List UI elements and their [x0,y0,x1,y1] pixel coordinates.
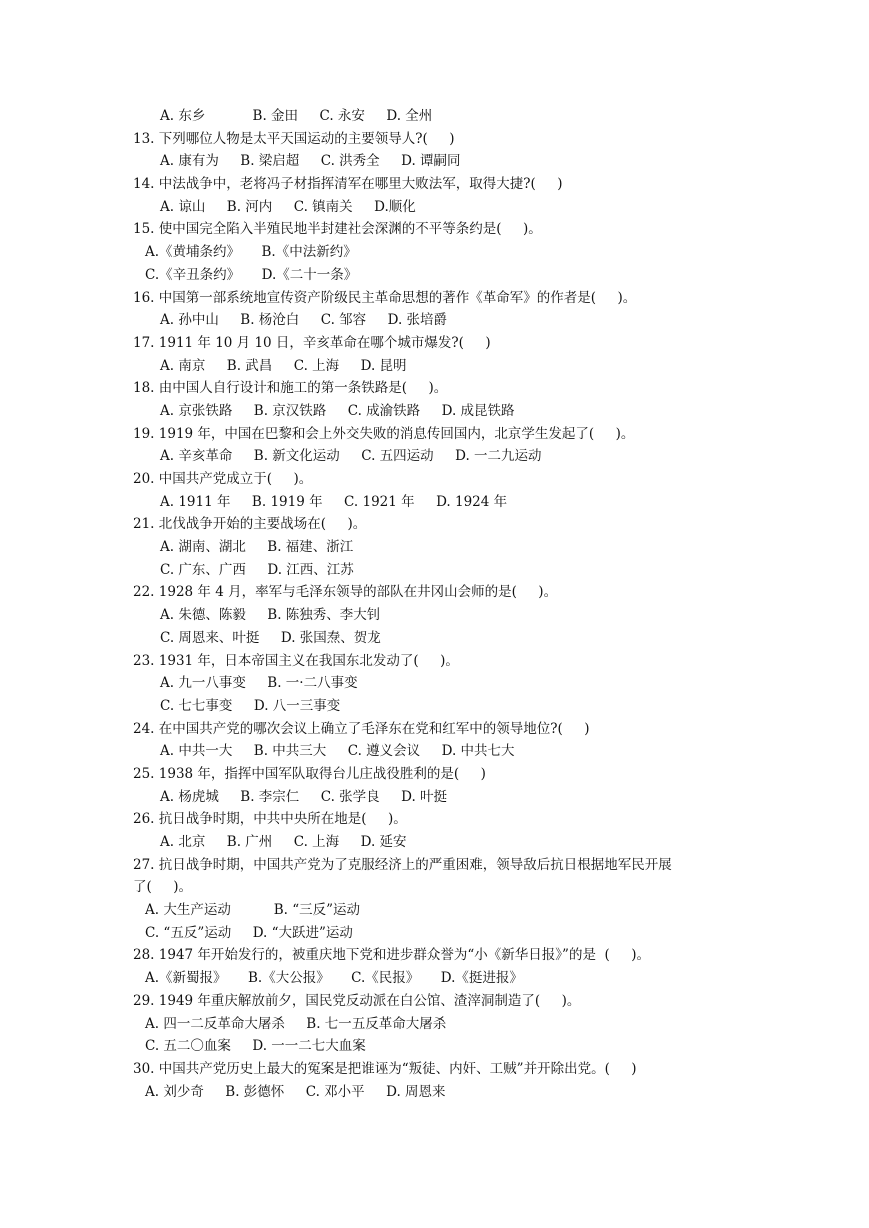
answer-options: A. 湖南、湖北 B. 福建、浙江 [160,539,354,556]
question-text: 23. 1931 年，日本帝国主义在我国东北发动了( )。 [133,652,459,669]
question-text: 20. 中国共产党成立于( )。 [133,471,313,487]
answer-options: A.《新蜀报》 B.《大公报》 C.《民报》 D.《挺进报》 [145,970,523,987]
answer-options: A. 刘少奇 B. 彭德怀 C. 邓小平 D. 周恩来 [145,1083,446,1100]
answer-options: A. 南京 B. 武昌 C. 上海 D. 昆明 [160,357,407,374]
question-text: 22. 1928 年 4 月，率军与毛泽东领导的部队在井冈山会师的是( )。 [133,584,558,601]
question-text: 14. 中法战争中，老将冯子材指挥清军在哪里大败法军，取得大捷?( ) [133,176,563,193]
answer-options: A. 东乡 B. 金田 C. 永安 D. 全州 [160,108,433,124]
answer-options: A. 中共一大 B. 中共三大 C. 遵义会议 D. 中共七大 [160,743,515,760]
answer-options: C. 广东、广西 D. 江西、江苏 [160,561,354,578]
answer-options: A. 朱德、陈毅 B. 陈独秀、李大钊 [160,607,381,624]
question-text: 26. 抗日战争时期，中共中央所在地是( )。 [133,811,407,828]
question-text: 29. 1949 年重庆解放前夕，国民党反动派在白公馆、渣滓洞制造了( )。 [133,992,581,1009]
question-text: 27. 抗日战争时期，中国共产党为了克服经济上的严重困难，领导敌后抗日根据地军民开展 [133,856,672,873]
question-list [133,105,753,1103]
answer-options: A.《黄埔条约》 B.《中法新约》 [145,244,357,261]
answer-options: C. “五反”运动 D. “大跃进”运动 [145,924,353,941]
question-text: 30. 中国共产党历史上最大的冤案是把谁诬为“叛徒、内奸、工贼”并开除出党。( ) [133,1060,637,1077]
answer-options: A. 辛亥革命 B. 新文化运动 C. 五四运动 D. 一二九运动 [160,448,542,465]
question-text: 19. 1919 年，中国在巴黎和会上外交失败的消息传回国内，北京学生发起了( )。 [133,425,635,442]
answer-options: C. 周恩来、叶挺 D. 张国焘、贺龙 [160,629,381,646]
question-text: 13. 下列哪位人物是太平天国运动的主要领导人?( ) [133,130,455,147]
answer-options: A. 谅山 B. 河内 C. 镇南关 D.顺化 [160,198,416,215]
question-text: 了( )。 [133,879,192,896]
question-text: 24. 在中国共产党的哪次会议上确立了毛泽东在党和红军中的领导地位?( ) [133,720,590,737]
answer-options: C. 五二〇血案 D. 一一二七大血案 [145,1038,366,1055]
question-text: 16. 中国第一部系统地宣传资产阶级民主革命思想的著作《革命军》的作者是( )。 [133,289,637,306]
question-text: 17. 1911 年 10 月 10 日，辛亥革命在哪个城市爆发?( ) [133,334,491,351]
answer-options: C.《辛丑条约》 D.《二十一条》 [145,266,358,283]
answer-options: A. 京张铁路 B. 京汉铁路 C. 成渝铁路 D. 成昆铁路 [160,402,515,419]
answer-options: A. 孙中山 B. 杨沧白 C. 邹容 D. 张培爵 [160,312,448,329]
question-text: 28. 1947 年开始发行的，被重庆地下党和进步群众誉为“小《新华日报》”的是 ( )。 [133,947,651,964]
answer-options: A. 四一二反革命大屠杀 B. 七一五反革命大屠杀 [145,1015,447,1032]
answer-options: A. 九一八事变 B. 一·二八事变 [160,675,358,692]
question-text: 15. 使中国完全陷入半殖民地半封建社会深渊的不平等条约是( )。 [133,221,542,238]
answer-options: A. 大生产运动 B. “三反”运动 [145,902,361,919]
question-text: 25. 1938 年，指挥中国军队取得台儿庄战役胜利的是( ) [133,765,486,782]
answer-options: A. 北京 B. 广州 C. 上海 D. 延安 [160,834,407,850]
question-text: 21. 北伐战争开始的主要战场在( )。 [133,516,367,533]
question-text: 18. 由中国人自行设计和施工的第一条铁路是( )。 [133,380,448,397]
answer-options: A. 1911 年 B. 1919 年 C. 1921 年 D. 1924 年 [160,493,508,510]
answer-options: A. 杨虎城 B. 李宗仁 C. 张学良 D. 叶挺 [160,788,448,805]
answer-options: A. 康有为 B. 梁启超 C. 洪秀全 D. 谭嗣同 [160,153,461,170]
answer-options: C. 七七事变 D. 八一三事变 [160,697,341,714]
